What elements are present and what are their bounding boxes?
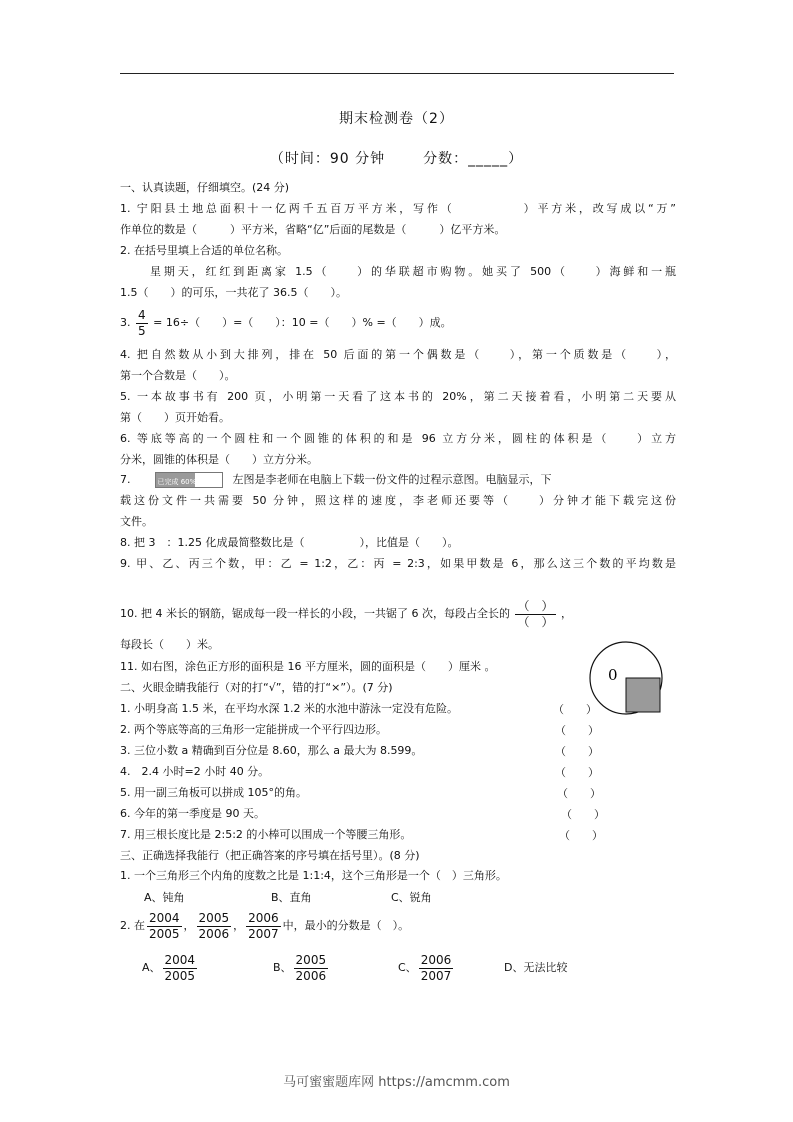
s3-q1-option: C、锐角 (391, 891, 432, 904)
option-label: A、 (142, 961, 161, 974)
page-subtitle (0, 148, 793, 168)
circle-square-figure (588, 640, 664, 716)
q8-line: 8. 把 3 ：1.25 化成最简整数比是（ ），比值是（ ）。 (120, 536, 459, 549)
s3-q1-line: 1. 一个三角形三个内角的度数之比是 1:1:4，这个三角形是一个（ ）三角形。 (120, 869, 507, 882)
judge-item: 6. 今年的第一季度是 90 天。 (120, 807, 265, 820)
download-progress-text: 已完成 60% (157, 478, 197, 486)
s3-q2-fraction (147, 911, 182, 942)
footer-watermark: 马可蜜蜜题库网 https://amcmm.com (283, 1075, 510, 1090)
fraction-numerator: 2006 (248, 910, 279, 925)
fraction-denominator: 2006 (295, 968, 327, 983)
s3-q2-fraction (197, 911, 232, 942)
top-rule (120, 73, 674, 74)
section2-heading: 二、火眼金睛我能行（对的打“√”，错的打“×”）。(7 分) (120, 681, 393, 694)
fraction-denominator: 2005 (149, 926, 180, 941)
judge-bracket: （ ） (555, 745, 599, 758)
judge-bracket: （ ） (561, 808, 605, 821)
q2-line2: 星期天，红红到距离家 1.5（ ）的华联超市购物。她买了 500（ ）海鲜和一瓶 (150, 265, 676, 278)
judge-bracket: （ ） (555, 766, 599, 779)
fraction-denominator: 2007 (420, 968, 452, 983)
s3-q1-option: B、直角 (271, 891, 312, 904)
q9-line: 9. 甲、乙、丙三个数，甲：乙 = 1:2，乙：丙 = 2:3，如果甲数是 6，那么这三个数的平均数是 (120, 557, 676, 570)
time-label: （时间：90 分钟 (269, 151, 386, 167)
q10-fraction-numerator: （ ） (517, 598, 554, 613)
judge-bracket: （ ） (557, 787, 601, 800)
fraction-numerator: 2005 (198, 910, 230, 925)
q2-line1: 2. 在括号里填上合适的单位名称。 (120, 244, 288, 257)
q3-fraction (136, 308, 148, 339)
q7-line2: 载这份文件一共需要 50 分钟，照这样的速度，李老师还要等（ ）分钟才能下载完这份 (120, 494, 676, 507)
q10-fraction-denominator: （ ） (517, 614, 554, 629)
q4-line1: 4. 把自然数从小到大排列，排在 50 后面的第一个偶数是（ ），第一个质数是（ ）， (120, 348, 676, 361)
q5-line1: 5. 一本故事书有 200 页，小明第一天看了这本书的 20%，第二天接着看，小明第二天要从 (120, 390, 676, 403)
page-title: 期末检测卷（2） (339, 111, 454, 127)
section1-heading: 一、认真读题，仔细填空。(24 分) (120, 181, 290, 194)
q11-line: 11. 如右图，涂色正方形的面积是 16 平方厘米，圆的面积是（ ）厘米 。 (120, 660, 496, 673)
s3-q2-line (120, 908, 676, 944)
fraction-denominator: 2006 (198, 926, 230, 941)
fraction-numerator: 2004 (149, 910, 180, 925)
q3-fraction-numerator: 4 (138, 307, 146, 322)
judge-item: 4. 2.4 小时=2 小时 40 分。 (120, 765, 270, 778)
q10-text: 10. 把 4 米长的钢筋，锯成每一段一样长的小段，一共锯了 6 次，每段占全长的 (120, 607, 510, 620)
q2-line3: 1.5（ ）的可乐，一共花了 36.5（ ）。 (120, 286, 347, 299)
judge-bracket: （ ） (553, 703, 597, 716)
s3-q2-tail: 中，最小的分数是（ ）。 (282, 919, 410, 932)
s3-q2-option-d: D、无法比较 (504, 961, 568, 974)
q3-prefix: 3. (120, 316, 131, 329)
judge-item: 1. 小明身高 1.5 米，在平均水深 1.2 米的水池中游泳一定没有危险。 (120, 702, 458, 715)
s3-q2-option-b (273, 950, 330, 986)
figure-center-label: 0 (608, 666, 618, 684)
s3-q2-sep: ， (233, 919, 245, 932)
judge-bracket: （ ） (555, 724, 599, 737)
s3-q2-option-a (142, 950, 199, 986)
fraction-denominator: 2007 (248, 926, 279, 941)
q3-rest: = 16÷（ ）=（ ）：10 =（ ）% =（ ）成。 (153, 316, 452, 329)
score-label: 分数：_____） (423, 151, 524, 167)
q7-line1-row (120, 472, 676, 488)
q10-line (120, 597, 676, 631)
fraction-numerator: 2006 (420, 952, 452, 967)
q7-line3: 文件。 (120, 515, 153, 528)
option-label: B、 (273, 961, 292, 974)
fraction-numerator: 2005 (295, 952, 327, 967)
s3-q2-fraction (246, 911, 281, 942)
q3-fraction-denominator: 5 (138, 323, 146, 338)
judge-item: 2. 两个等底等高的三角形一定能拼成一个平行四边形。 (120, 723, 387, 736)
option-fraction (163, 953, 198, 984)
download-progress-bar (155, 472, 223, 488)
judge-item: 3. 三位小数 a 精确到百分位是 8.60，那么 a 最大为 8.599。 (120, 744, 423, 757)
s3-q2-sep: ， (183, 919, 195, 932)
q10-tail: ， (561, 607, 572, 620)
q4-line2: 第一个合数是（ ）。 (120, 369, 236, 382)
option-fraction (294, 953, 329, 984)
q7-prefix: 7. (120, 473, 131, 486)
q6-line1: 6. 等底等高的一个圆柱和一个圆锥的体积的和是 96 立方分米，圆柱的体积是（ ）立方 (120, 432, 676, 445)
q5-line2: 第（ ）页开始看。 (120, 411, 230, 424)
section3-heading: 三、正确选择我能行（把正确答案的序号填在括号里）。(8 分) (120, 849, 420, 862)
q10-fraction (515, 599, 555, 630)
s3-q2-option-c (398, 950, 455, 986)
judge-item: 7. 用三根长度比是 2:5:2 的小棒可以围成一个等腰三角形。 (120, 828, 412, 841)
q3-line (120, 306, 676, 340)
s3-q1-option: A、钝角 (144, 891, 185, 904)
judge-item: 5. 用一副三角板可以拼成 105°的角。 (120, 786, 307, 799)
q7-line1: 左图是李老师在电脑上下载一份文件的过程示意图。电脑显示，下 (232, 473, 552, 486)
option-fraction (419, 953, 454, 984)
q1-line1: 1. 宁阳县土地总面积十一亿两千五百万平方米，写作（ ）平方米，改写成以“万” (120, 202, 676, 215)
q1-line2: 作单位的数是（ ）平方米，省略“亿”后面的尾数是（ ）亿平方米。 (120, 223, 506, 236)
option-label: C、 (398, 961, 417, 974)
judge-bracket: （ ） (559, 829, 603, 842)
q10-line2: 每段长（ ）米。 (120, 638, 219, 651)
fraction-numerator: 2004 (164, 952, 196, 967)
q6-line2: 分米，圆锥的体积是（ ）立方分米。 (120, 453, 318, 466)
fraction-denominator: 2005 (164, 968, 196, 983)
s3-q2-prefix: 2. 在 (120, 919, 145, 932)
